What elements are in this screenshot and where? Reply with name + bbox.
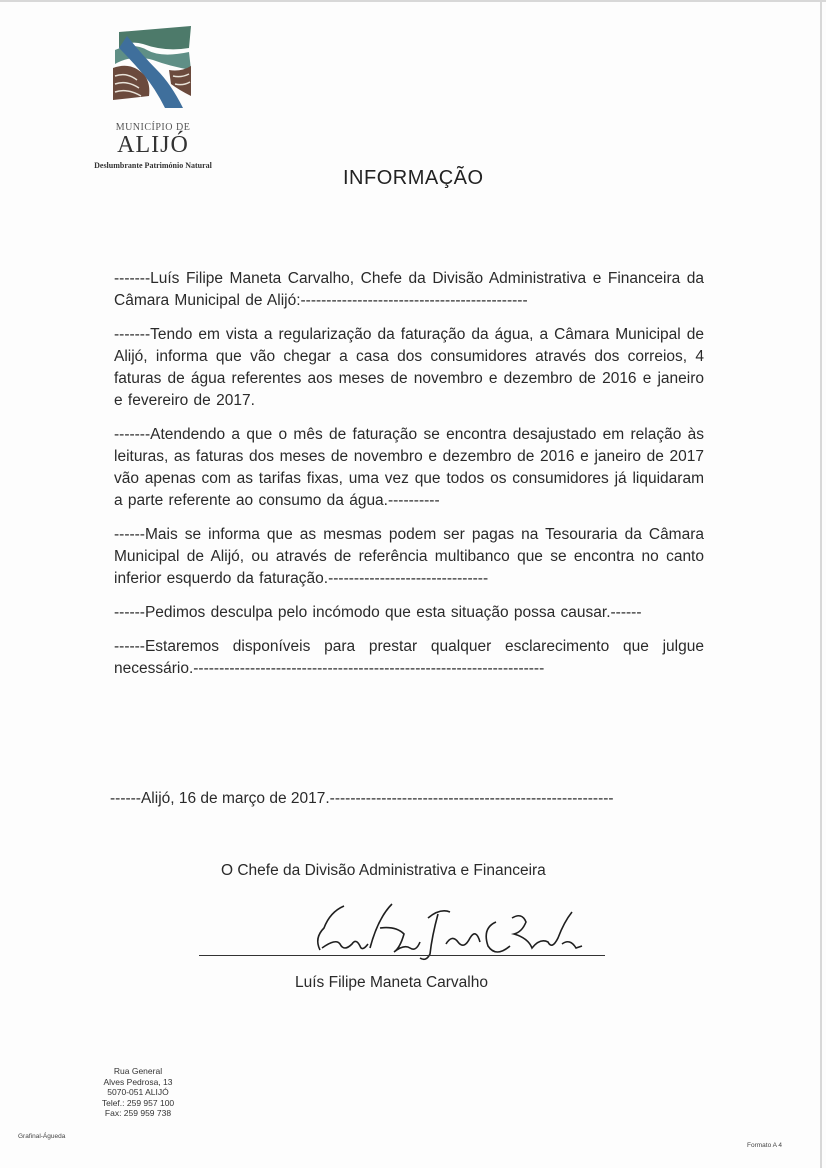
printer-imprint: Grafinal-Águeda: [18, 1133, 66, 1140]
signature-line: [199, 955, 605, 956]
municipality-logo: [78, 26, 228, 170]
phone-line: Telef.: 259 957 100: [101, 1097, 175, 1108]
paper-format-label: Formato A 4: [747, 1142, 783, 1149]
scan-edge-top: [0, 0, 826, 2]
address-line: Rua General: [113, 1066, 163, 1076]
logo-municipality-label: MUNICÍPIO DE: [115, 122, 191, 133]
signature-stroke: [420, 911, 480, 959]
paragraph-apology: ------Pedimos desculpa pelo incómodo que esta situação possa causar.------: [114, 604, 642, 621]
document-body: [114, 268, 704, 692]
paragraph-availability: ------Estaremos disponíveis para prestar qualquer esclarecimento que julgue necessário.--------------------------------------------------------------------: [114, 638, 704, 677]
date-line: ------Alijó, 16 de março de 2017.-------------------------------------------------------: [110, 790, 614, 807]
handwritten-signature: [300, 898, 600, 968]
scan-edge-right: [820, 0, 822, 1168]
document-title: INFORMAÇÃO: [343, 167, 484, 189]
paragraph-fixed-tariffs: -------Atendendo a que o mês de faturação se encontra desajustado em relação às leituras, as faturas dos meses de novembro e dezembro de 2016 e janeiro de 2017 vão apenas com as tarifas fixas, uma vez que todos os consumidores já liquidaram a parte referente ao consumo da água.----------: [114, 426, 704, 509]
signature-stroke: [486, 912, 582, 952]
paragraph-issuer: -------Luís Filipe Maneta Carvalho, Chefe da Divisão Administrativa e Financeira da Câmara Municipal de Alijó:--------------------------------------------: [114, 270, 704, 309]
signature-stroke: [318, 906, 368, 950]
logo-slogan: Deslumbrante Património Natural: [94, 161, 212, 170]
footer-address: [88, 1066, 188, 1119]
logo-town-name: ALIJÓ: [117, 132, 189, 158]
signatory-name: Luís Filipe Maneta Carvalho: [295, 974, 488, 991]
fax-line: Fax: 259 959 738: [104, 1108, 172, 1118]
paragraph-invoices: -------Tendo em vista a regularização da faturação da água, a Câmara Municipal de Alijó, informa que vão chegar a casa dos consumidores através dos correios, 4 faturas de água referentes aos meses de novembro e dezembro de 2016 e janeiro e fevereiro de 2017.: [114, 326, 704, 409]
address-line: 5070-051 ALIJÓ: [107, 1087, 169, 1097]
signature-stroke: [370, 904, 420, 952]
signatory-title: O Chefe da Divisão Administrativa e Financeira: [221, 862, 546, 879]
paragraph-payment: ------Mais se informa que as mesmas podem ser pagas na Tesouraria da Câmara Municipal de Alijó, ou através de referência multibanco que se encontra no canto inferior esquerdo da faturação.-------------------------------: [114, 526, 704, 587]
river-landscape-icon: [113, 26, 193, 110]
address-line: Alves Pedrosa, 13: [103, 1076, 173, 1087]
